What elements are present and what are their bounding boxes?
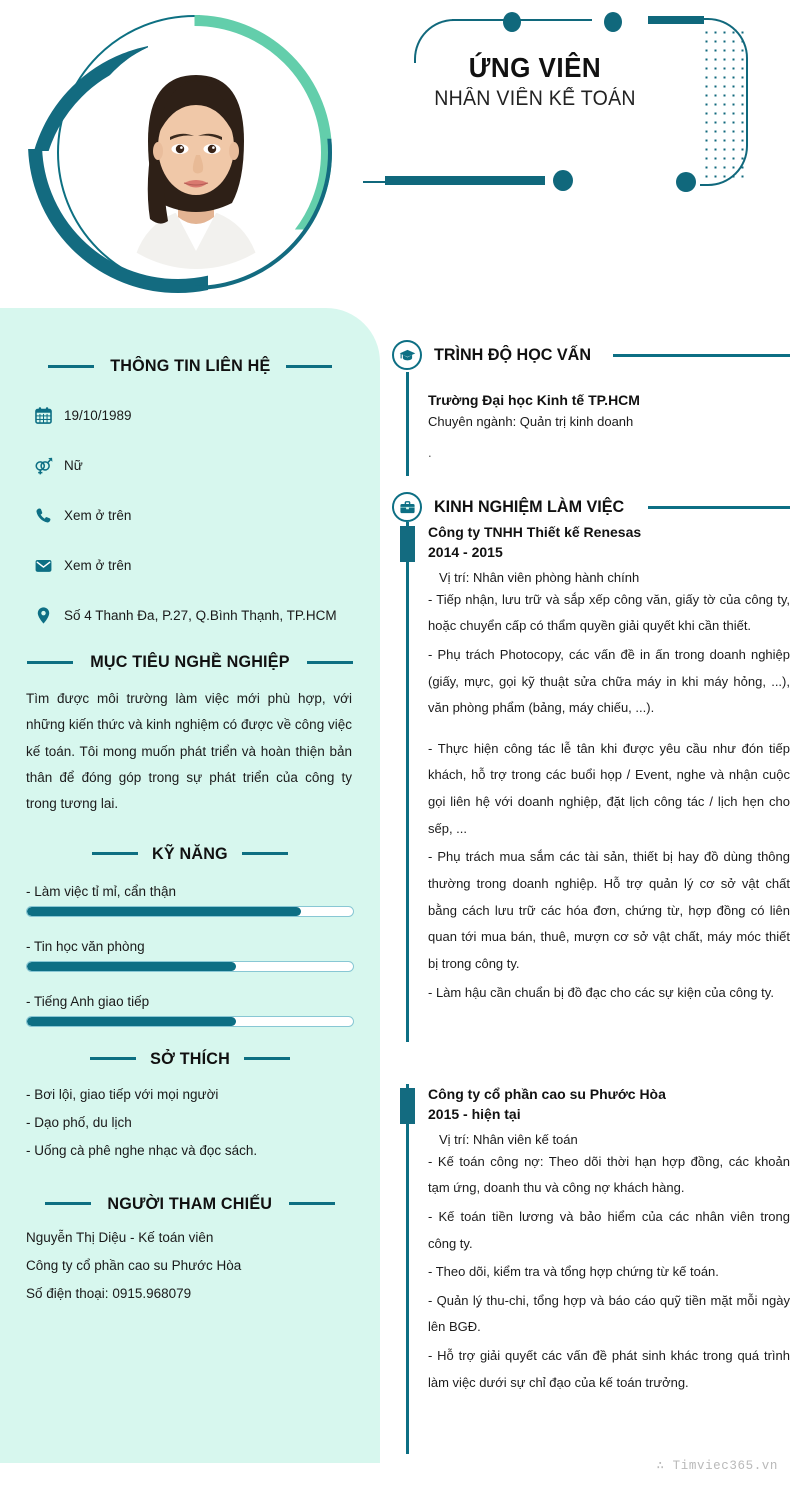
timeline-line xyxy=(406,1084,409,1454)
job-bullet: - Phụ trách Photocopy, các vấn đề in ấn trong doanh nghiệp (giấy, mực, gọi kỹ thuật sửa chữa máy in khi máy hỏng, ...), văn phòng phẩm (bảng, máy chiếu, ...). xyxy=(428,646,790,716)
divider-right xyxy=(242,852,288,855)
skill-item xyxy=(26,884,354,917)
reference-name: Nguyễn Thị Diệu - Kế toán viên xyxy=(26,1229,214,1245)
deco-dot-top-a xyxy=(503,12,521,32)
divider-left xyxy=(45,1202,91,1205)
job-bullet: - Phụ trách mua sắm các tài sản, thiết bị hay đồ dùng thông thường trong doanh nghiệp. Hỗ trợ quản lý cơ sở vật chất bằng cách lưu trữ các hóa đơn, chứng từ, hợp đồng có liên quan tới mua bán, thuê, mượn cơ sở vật chất, máy móc thiết bị trong công ty. xyxy=(428,849,790,971)
section-rule xyxy=(613,354,790,357)
section-header-experience xyxy=(392,492,790,522)
experience-timeline-job-1 xyxy=(392,522,790,1042)
avatar xyxy=(80,37,312,269)
education-school: Trường Đại học Kinh tế TP.HCM xyxy=(428,392,640,408)
skill-label: - Tiếng Anh giao tiếp xyxy=(26,993,150,1009)
job-company: Công ty TNHH Thiết kế Renesas xyxy=(428,524,642,540)
reference-phone: Số điện thoại: 0915.968079 xyxy=(26,1285,192,1301)
gender-icon xyxy=(30,455,56,476)
skill-progress-fill xyxy=(27,907,301,916)
briefcase-icon xyxy=(392,492,422,522)
location-pin-icon xyxy=(30,606,56,625)
experience-timeline-job-2 xyxy=(392,1084,790,1484)
divider-right xyxy=(289,1202,335,1205)
section-header-contact xyxy=(34,356,346,376)
section-title-skills: KỸ NĂNG xyxy=(152,843,228,863)
section-title-education: TRÌNH ĐỘ HỌC VẤN xyxy=(434,345,592,364)
list-item: - Uống cà phê nghe nhạc và đọc sách. xyxy=(26,1142,258,1158)
divider-left xyxy=(90,1057,136,1060)
hobby-list xyxy=(26,1087,354,1158)
skill-progress-fill xyxy=(27,1017,236,1026)
skill-item xyxy=(26,939,354,972)
job-bullet: - Làm hậu cần chuẩn bị đồ đạc cho các sự kiện của công ty. xyxy=(428,984,774,1000)
skill-progress-track xyxy=(26,1016,354,1027)
contact-row-address xyxy=(30,602,380,628)
job-bullet: - Quản lý thu-chi, tổng hợp và báo cáo quỹ tiền mặt mỗi ngày lên BGĐ. xyxy=(428,1292,790,1335)
skill-label: - Làm việc tỉ mỉ, cẩn thận xyxy=(26,883,177,899)
objective-text: Tìm được môi trường làm việc mới phù hợp, với những kiến thức và kinh nghiệm có được về công việc kế toán. Tôi mong muốn phát triển và hoàn thiện bản thân để đóng góp trong sự phát triển của công ty trong tương lai. xyxy=(26,691,352,812)
section-title-contact: THÔNG TIN LIÊN HỆ xyxy=(109,356,271,375)
timeline-line xyxy=(406,372,409,476)
skill-progress-track xyxy=(26,906,354,917)
timeline-node xyxy=(400,526,415,562)
job-bullet: - Kế toán tiền lương và bảo hiểm của các nhân viên trong công ty. xyxy=(428,1208,790,1251)
reference-list xyxy=(26,1230,354,1301)
contact-value-birthdate: 19/10/1989 xyxy=(64,407,132,423)
job-bullet: - Theo dõi, kiểm tra và tổng hợp chứng từ kế toán. xyxy=(428,1264,719,1280)
deco-bar-bottom xyxy=(385,176,545,185)
section-title-objective: MỤC TIÊU NGHỀ NGHIỆP xyxy=(90,652,290,671)
cv-header xyxy=(0,0,800,300)
job-company: Công ty cổ phần cao su Phước Hòa xyxy=(428,1086,666,1102)
skill-label: - Tin học văn phòng xyxy=(26,938,145,954)
section-header-objective xyxy=(34,652,346,672)
section-title-references: NGƯỜI THAM CHIẾU xyxy=(107,1193,273,1213)
phone-icon xyxy=(30,506,56,525)
contact-value-address: Số 4 Thanh Đa, P.27, Q.Bình Thạnh, TP.HCM xyxy=(64,607,337,623)
contact-list xyxy=(30,402,380,628)
divider-right xyxy=(244,1057,290,1060)
deco-dot-pattern xyxy=(702,28,746,178)
job-bullet: - Hỗ trợ giải quyết các vấn đề phát sinh khác trong quá trình làm việc dưới sự chỉ đạo của kế toán trưởng. xyxy=(428,1348,790,1390)
sidebar xyxy=(0,308,380,1463)
list-item: - Bơi lội, giao tiếp với mọi người xyxy=(26,1086,219,1102)
section-header-skills xyxy=(34,844,346,864)
header-title-block xyxy=(370,52,700,111)
skill-list xyxy=(26,884,354,1027)
job-period: 2015 - hiện tại xyxy=(428,1106,521,1123)
divider-left xyxy=(27,661,73,664)
contact-value-phone: Xem ở trên xyxy=(64,507,132,523)
deco-dot-bottom-a xyxy=(553,170,573,191)
deco-line-top-left xyxy=(452,19,592,21)
contact-value-email: Xem ở trên xyxy=(64,557,132,573)
portrait-block xyxy=(20,10,320,295)
divider-left xyxy=(92,852,138,855)
calendar-icon xyxy=(30,406,56,425)
job-bullet: - Kế toán công nợ: Theo dõi thời hạn hợp đồng, các khoản tạm ứng, doanh thu và công nợ khách hàng. xyxy=(428,1153,790,1196)
deco-dot-bottom-right xyxy=(676,172,696,192)
education-extra: . xyxy=(428,445,432,460)
section-header-references xyxy=(34,1194,346,1214)
job-entry xyxy=(428,1084,790,1396)
reference-company: Công ty cổ phần cao su Phước Hòa xyxy=(26,1257,242,1273)
skill-progress-track xyxy=(26,961,354,972)
section-title-experience: KINH NGHIỆM LÀM VIỆC xyxy=(434,497,625,516)
email-icon xyxy=(30,556,56,575)
education-major: Chuyên ngành: Quản trị kinh doanh xyxy=(428,414,634,429)
deco-dot-top-b xyxy=(604,12,622,32)
skill-item xyxy=(26,994,354,1027)
contact-row-phone[interactable] xyxy=(30,502,380,528)
timeline-node xyxy=(400,1088,415,1124)
job-period: 2014 - 2015 xyxy=(428,544,503,561)
contact-row-gender xyxy=(30,452,380,478)
divider-right xyxy=(286,365,332,368)
job-position: Vị trí: Nhân viên kế toán xyxy=(439,1131,578,1147)
deco-edge-right xyxy=(746,60,748,144)
page-subtitle: NHÂN VIÊN KẾ TOÁN xyxy=(434,87,636,111)
job-position: Vị trí: Nhân viên phòng hành chính xyxy=(439,569,640,585)
section-title-hobbies: SỞ THÍCH xyxy=(150,1048,230,1068)
contact-row-email[interactable] xyxy=(30,552,380,578)
divider-right xyxy=(307,661,353,664)
section-header-hobbies xyxy=(34,1049,346,1069)
job-bullet: - Tiếp nhận, lưu trữ và sắp xếp công văn, giấy tờ của công ty, hoặc chuyển cấp có thẩm quyền giải quyết khi cần thiết. xyxy=(428,591,790,634)
contact-value-gender: Nữ xyxy=(64,457,83,473)
watermark: ∴ Timviec365.vn xyxy=(656,1459,778,1473)
education-timeline xyxy=(392,372,790,478)
job-entry xyxy=(428,522,790,1006)
skill-progress-fill xyxy=(27,962,236,971)
page-title: ỨNG VIÊN xyxy=(468,52,602,83)
section-header-education xyxy=(392,340,790,370)
education-entry xyxy=(428,372,790,460)
job-bullet: - Thực hiện công tác lễ tân khi được yêu cầu như đón tiếp khách, hỗ trợ trong các buổi họp / Event, nghe và nhận cuộc gọi liên hệ với doanh nghiệp, đặt lịch công tác / lịch hẹn cho sếp, ... xyxy=(428,740,790,836)
deco-bar-top-right xyxy=(648,16,704,24)
timeline-line xyxy=(406,522,409,1042)
section-rule xyxy=(648,506,790,509)
main-column xyxy=(392,340,790,1484)
divider-left xyxy=(48,365,94,368)
graduation-cap-icon xyxy=(392,340,422,370)
contact-row-birthdate xyxy=(30,402,380,428)
list-item: - Dạo phố, du lịch xyxy=(26,1114,132,1130)
